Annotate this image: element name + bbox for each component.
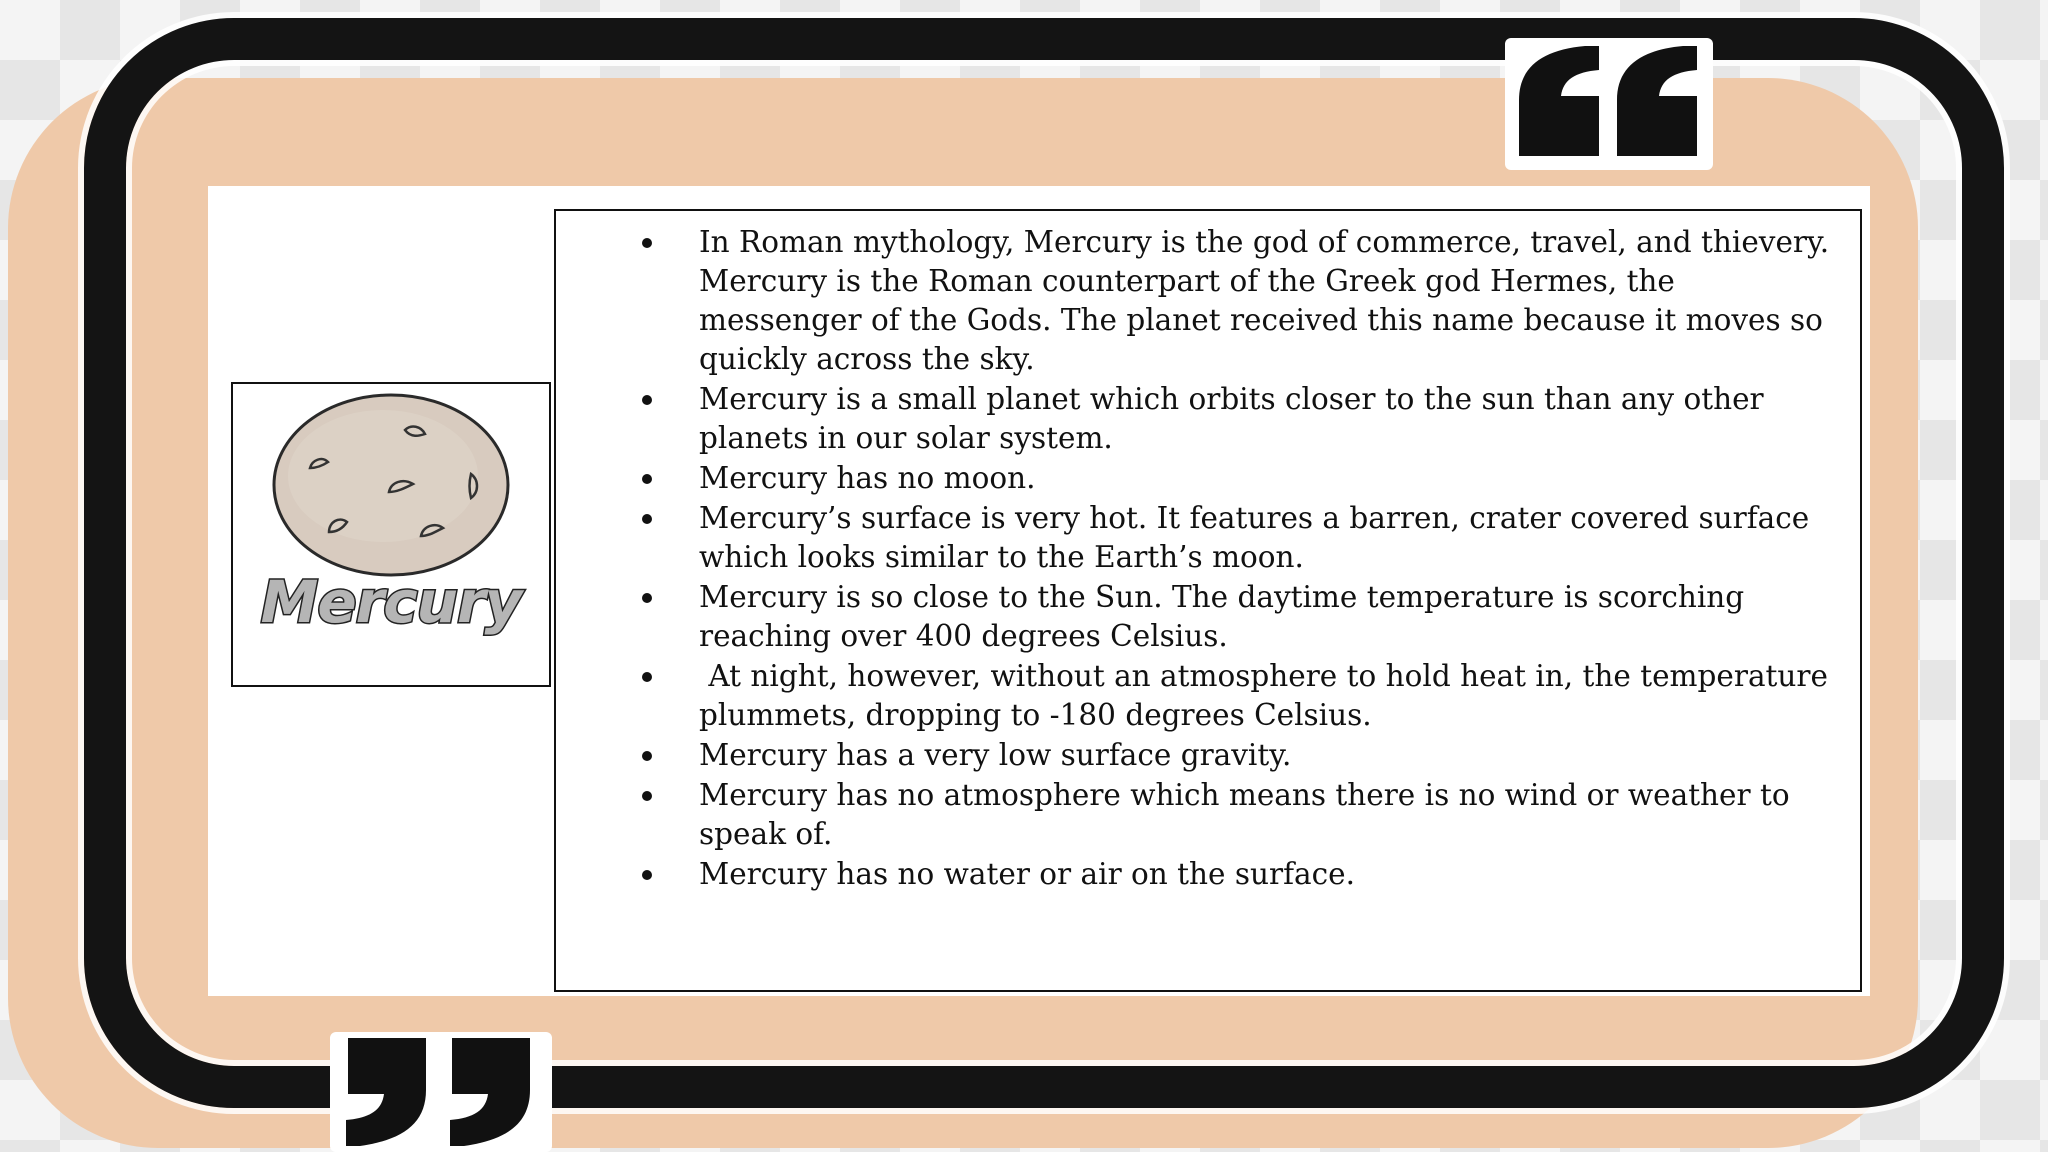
mercury-image-box — [231, 382, 551, 687]
quote-close-icon — [330, 1032, 552, 1152]
bullet-icon — [642, 238, 652, 248]
bullet-icon — [642, 870, 652, 880]
mercury-label: Mercury — [260, 568, 522, 636]
list-item: Mercury is so close to the Sun. The daytime temperature is scorching reaching over 400 degrees Celsius. — [699, 578, 1840, 656]
bullet-icon — [642, 593, 652, 603]
facts-box — [554, 209, 1862, 992]
list-item: Mercury has no atmosphere which means there is no wind or weather to speak of. — [699, 776, 1840, 854]
bullet-icon — [642, 672, 652, 682]
quote-open-icon — [1505, 38, 1713, 170]
bullet-icon — [642, 395, 652, 405]
bullet-icon — [642, 751, 652, 761]
facts-list — [556, 211, 1860, 894]
list-item: Mercury is a small planet which orbits closer to the sun than any other planets in our solar system. — [699, 380, 1840, 458]
list-item: Mercury has no water or air on the surface. — [699, 855, 1840, 894]
list-item: Mercury has a very low surface gravity. — [699, 736, 1840, 775]
bullet-icon — [642, 474, 652, 484]
bullet-icon — [642, 514, 652, 524]
list-item: At night, however, without an atmosphere to hold heat in, the temperature plummets, dropping to -180 degrees Celsius. — [699, 657, 1840, 735]
list-item: Mercury has no moon. — [699, 459, 1840, 498]
bullet-icon — [642, 791, 652, 801]
list-item: In Roman mythology, Mercury is the god of commerce, travel, and thievery. Mercury is the Roman counterpart of the Greek god Hermes, the messenger of the Gods. The planet received this name because it moves so quickly across the sky. — [699, 223, 1840, 379]
list-item: Mercury’s surface is very hot. It features a barren, crater covered surface which looks similar to the Earth’s moon. — [699, 499, 1840, 577]
mercury-planet-icon — [274, 395, 508, 575]
